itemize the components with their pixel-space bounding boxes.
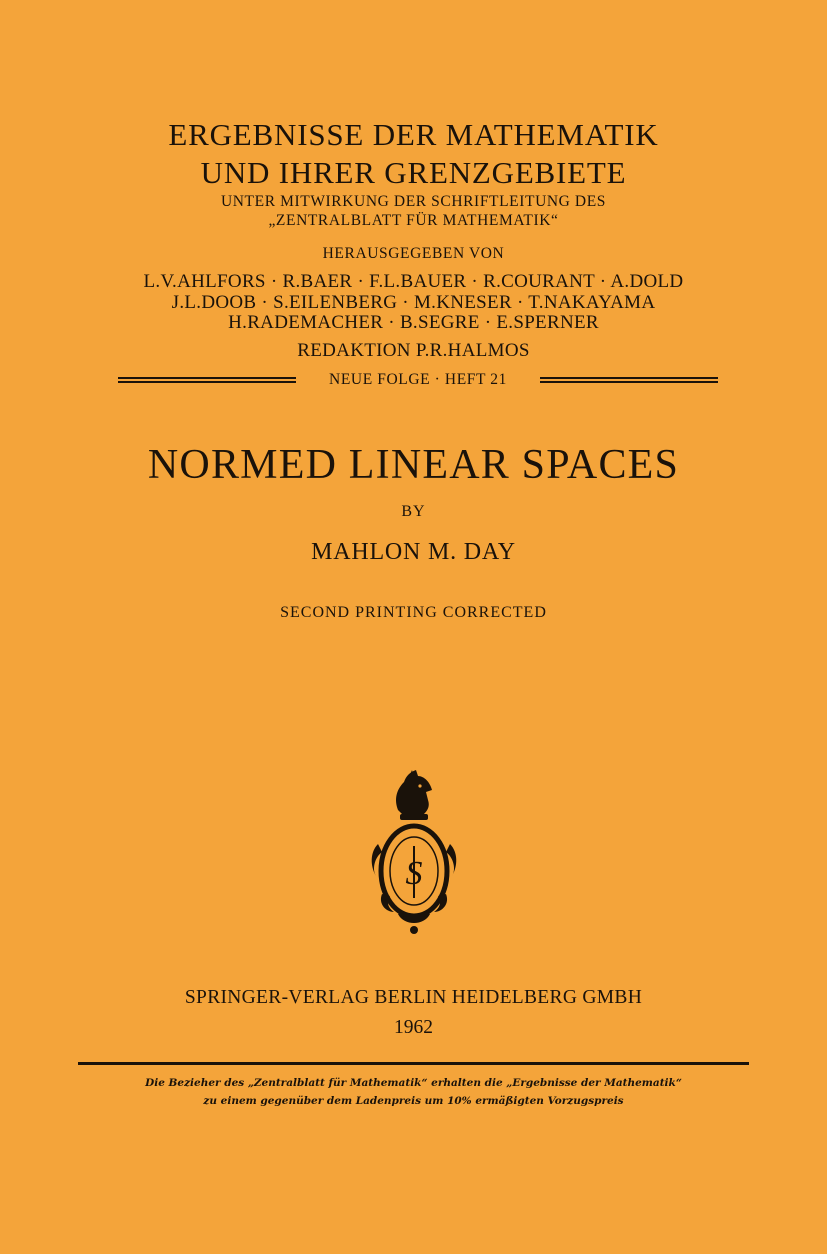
editors-heading: HERAUSGEGEBEN VON xyxy=(322,245,505,262)
footnote-line-2: zu einem gegenüber dem Ladenpreis um 10% ermäßigten Vorzugspreis xyxy=(203,1095,624,1107)
editors-line-2: J.L.DOOB · S.EILENBERG · M.KNESER · T.NAKAYAMA xyxy=(171,292,656,313)
publisher-name: SPRINGER-VERLAG BERLIN HEIDELBERG GMBH xyxy=(184,987,643,1008)
redaktion-line: REDAKTION P.R.HALMOS xyxy=(297,340,530,361)
series-subtitle-line-1: UNTER MITWIRKUNG DER SCHRIFTLEITUNG DES xyxy=(220,193,607,210)
issue-rule-row xyxy=(118,371,718,388)
series-subtitle-line-2: „ZENTRALBLATT FÜR MATHEMATIK“ xyxy=(268,212,559,229)
editors-line-1: L.V.AHLFORS · R.BAER · F.L.BAUER · R.COURANT · A.DOLD xyxy=(143,271,684,292)
book-title: NORMED LINEAR SPACES xyxy=(147,442,680,488)
by-label: BY xyxy=(401,503,426,520)
editors-line-3: H.RADEMACHER · B.SEGRE · E.SPERNER xyxy=(228,312,599,333)
series-title-line-1: ERGEBNISSE DER MATHEMATIK xyxy=(168,117,659,152)
printing-note: SECOND PRINTING CORRECTED xyxy=(280,604,547,621)
footnote-line-1: Die Bezieher des „Zentralblatt für Mathematik“ erhalten die „Ergebnisse der Mathematik“ xyxy=(145,1077,682,1089)
author-name: MAHLON M. DAY xyxy=(311,539,516,565)
double-rule-right xyxy=(540,377,718,383)
double-rule-left xyxy=(118,377,296,383)
issue-number: NEUE FOLGE · HEFT 21 xyxy=(329,371,507,388)
series-title-line-2: UND IHRER GRENZGEBIETE xyxy=(200,155,627,190)
footer-rule xyxy=(78,1062,749,1065)
svg-text:S: S xyxy=(405,855,423,892)
publication-year: 1962 xyxy=(394,1017,433,1038)
springer-knight-emblem-icon xyxy=(368,766,460,936)
